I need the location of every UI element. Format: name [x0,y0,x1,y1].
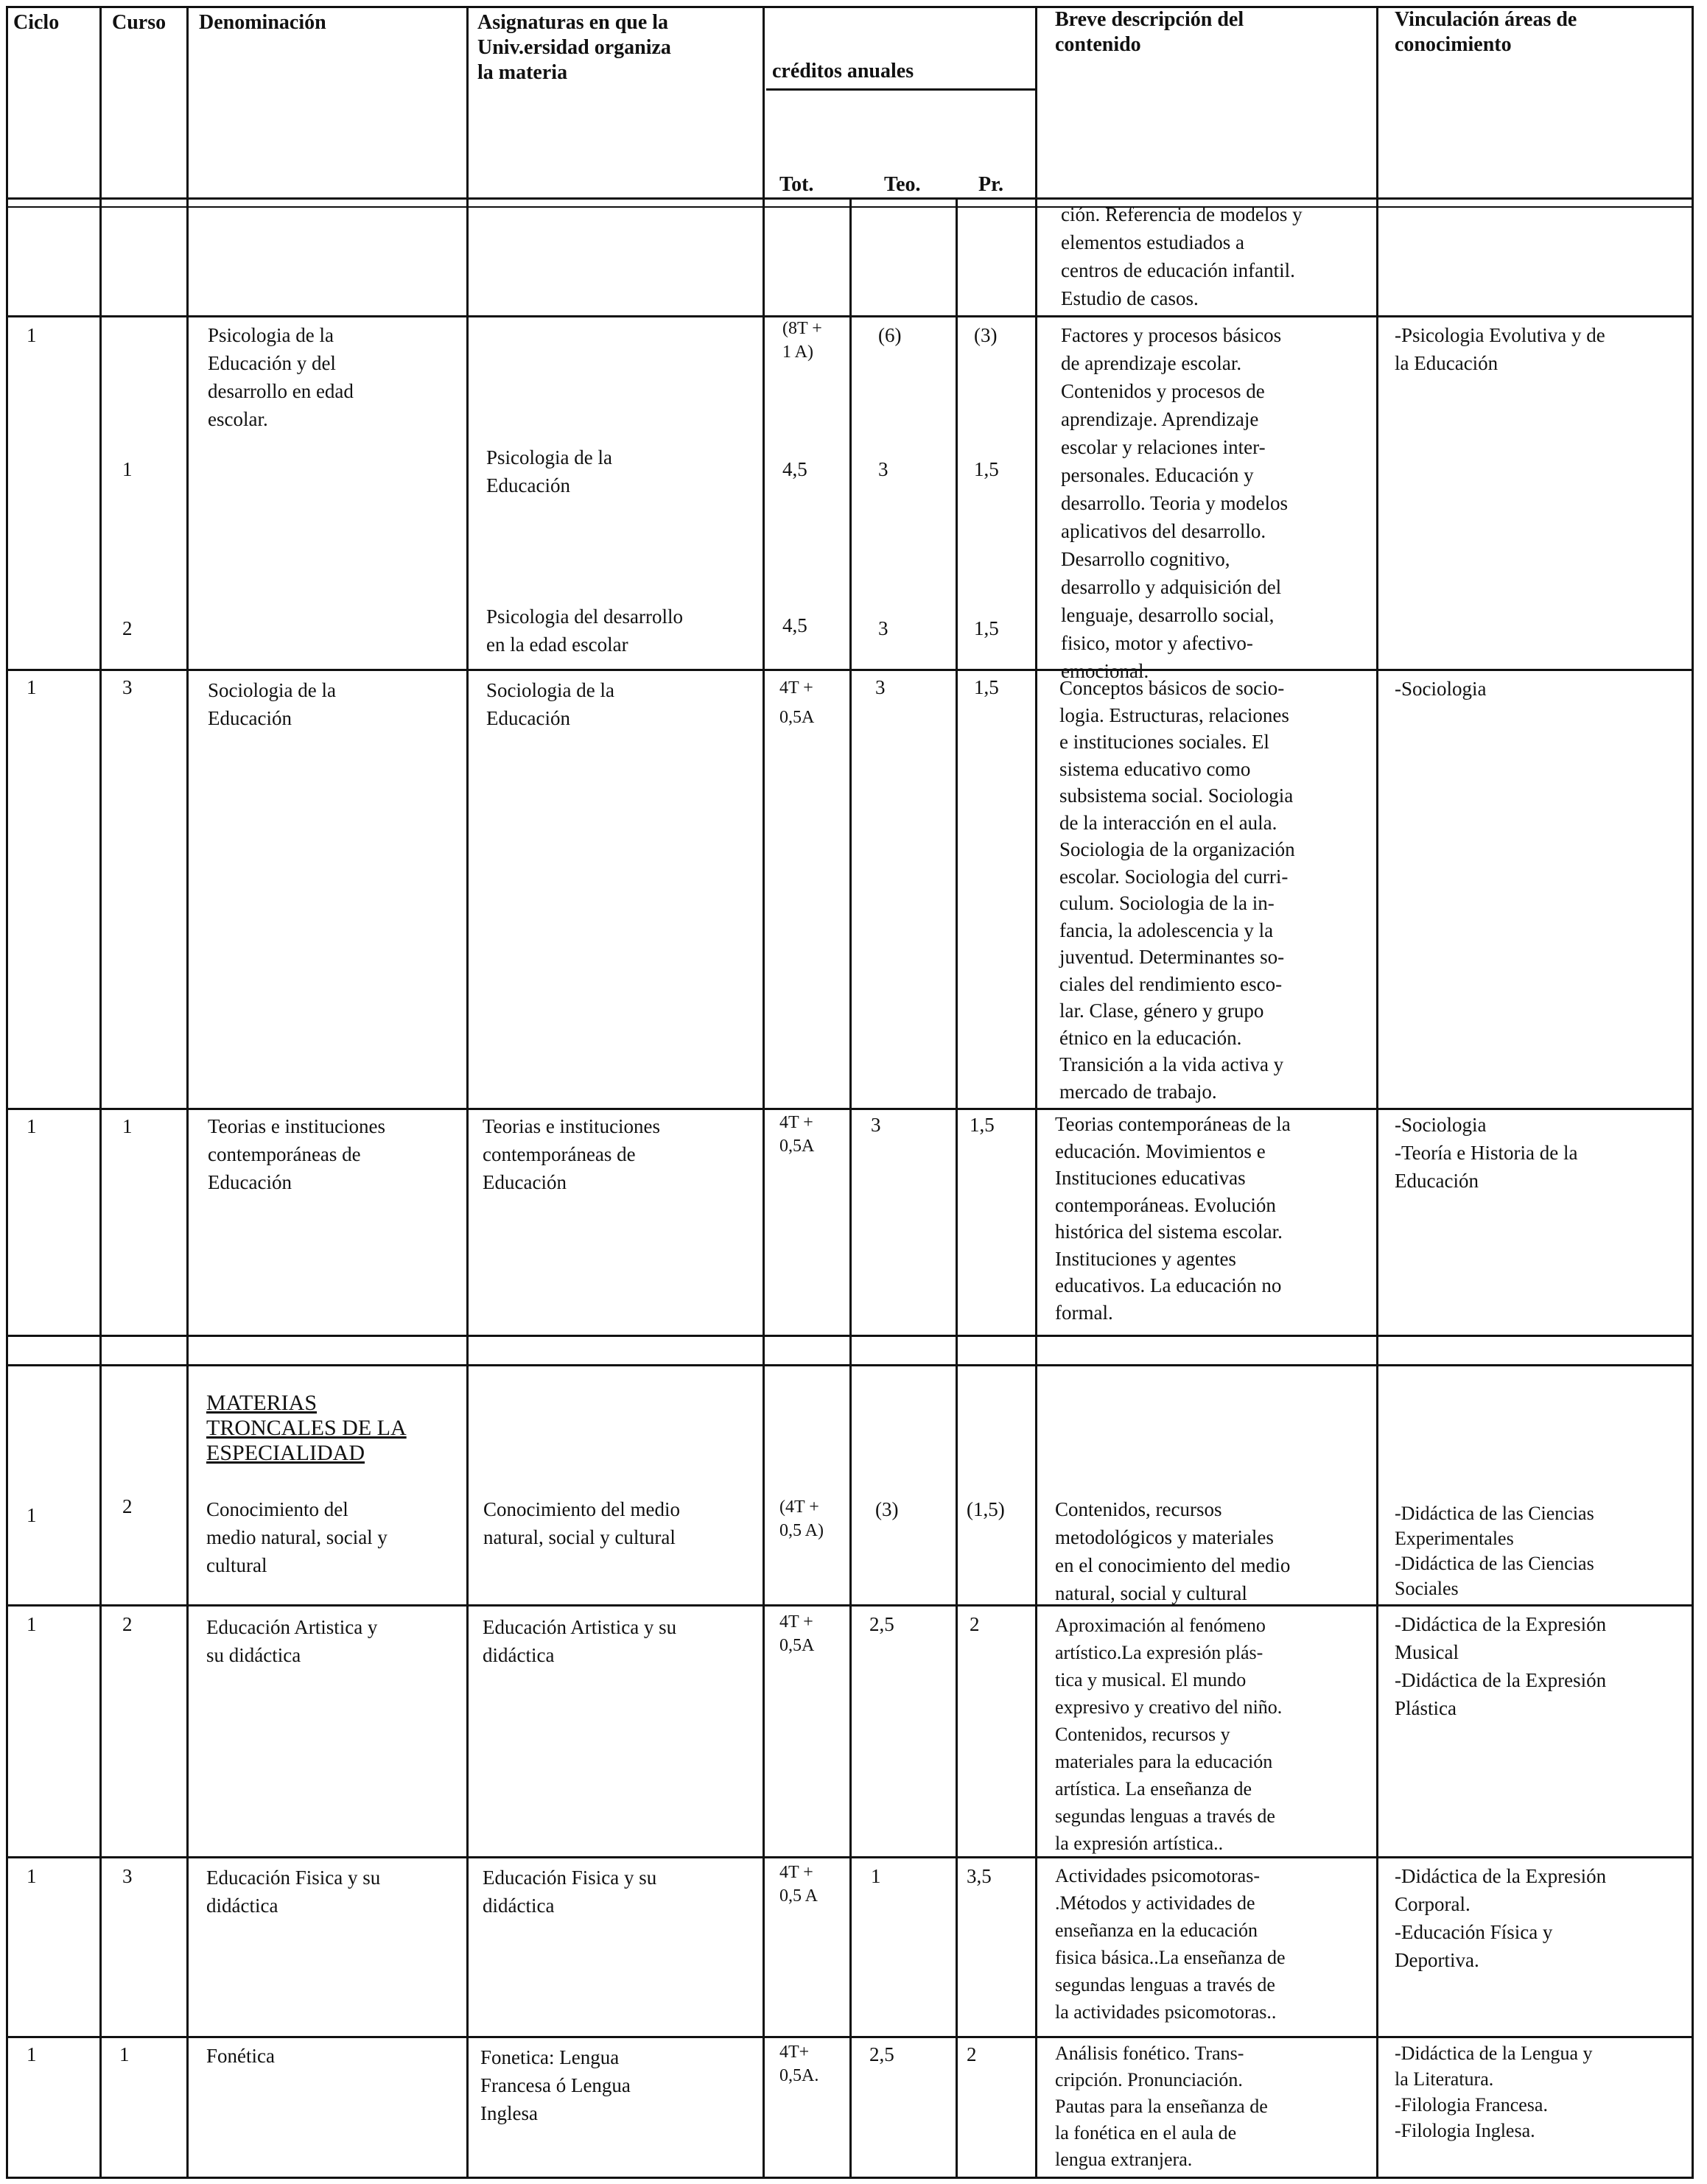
row-tot: (8T + 1 A) [782,319,822,362]
row-vinculacion: -Didáctica de la Expresión Corporal. -Educación Física y Deportiva. [1395,1865,1607,1971]
row-denominacion: Teorias e instituciones contemporáneas de Educación [208,1115,386,1193]
header-teo: Teo. [884,173,921,196]
row-teo: (3) [875,1498,899,1520]
row-line [6,1604,1693,1607]
row-curso: 3 [122,1865,133,1887]
row-teo: 3 [878,458,888,480]
row-line [6,669,1693,671]
row-descripcion: Teorias contemporáneas de la educación. Movimientos e Instituciones educativas contemporáneas. Evolución histórica del sistema escolar. Instituciones y agentes educativos. La educación no formal. [1055,1113,1291,1324]
row-tot: 4T + 0,5 A [779,1863,819,1906]
header-pr: Pr. [978,173,1003,196]
row-descripcion: Contenidos, recursos metodológicos y materiales en el conocimiento del medio natural, social y cultural [1055,1498,1291,1604]
section-title: MATERIAS TRONCALES DE LA ESPECIALIDAD [206,1391,407,1465]
row-line [6,1856,1693,1858]
row-ciclo: 1 [27,324,37,346]
row-asignatura: Psicologia del desarrollo en la edad escolar [486,605,683,656]
row-pr: 2 [967,2043,977,2065]
row-pr: 2 [970,1613,980,1635]
header-asignaturas: Asignaturas en que la Univ.ersidad organiza la materia [477,11,671,84]
row-line [6,1335,1693,1337]
row-asignatura: Psicologia de la Educación [486,446,612,496]
col-line [763,6,765,2179]
creditos-underline [766,88,1035,91]
row-denominacion: Conocimiento del medio natural, social y cultural [206,1498,388,1576]
row-vinculacion: -Didáctica de la Expresión Musical -Didáctica de la Expresión Plástica [1395,1613,1607,1719]
header-denominacion: Denominación [199,11,326,34]
row-asignatura: Fonetica: Lengua Francesa ó Lengua Inglesa [480,2046,631,2124]
row-curso: 2 [122,1613,133,1635]
row-line [6,1364,1693,1366]
col-line [186,6,189,2179]
row-vinculacion: -Psicologia Evolutiva y de la Educación [1395,324,1605,374]
row-curso: 2 [122,1495,133,1517]
row-asignatura: Educación Fisica y su didáctica [483,1867,657,1917]
row-teo: 2,5 [869,1613,894,1635]
row-denominacion: Sociologia de la Educación [208,679,336,729]
row-pr: 1,5 [974,676,999,698]
row-ciclo: 1 [27,1613,37,1635]
row-line [6,1108,1693,1110]
header-descripcion: Breve descripción del contenido [1055,8,1244,56]
row-descripcion: Factores y procesos básicos de aprendizaje escolar. Contenidos y procesos de aprendizaje. Aprendizaje escolar y relaciones inter- personales. Educación y desarrollo. Teoria y modelos aplicativos del desarrollo. Desarrollo cognitivo, desarrollo y adquisición del lenguaje, desarrollo social, fisico, motor y afectivo- emocional. [1061,324,1289,682]
row-denominacion: Educación Artistica y su didáctica [206,1616,378,1666]
row-teo: 3 [878,617,888,639]
row-pr: 1,5 [974,617,999,639]
row-vinculacion: -Sociologia [1395,678,1487,700]
row-tot: 4T + 0,5A [779,1113,815,1156]
col-line [1035,6,1037,2179]
row-teo: 3 [871,1114,881,1136]
row-ciclo: 1 [27,676,37,698]
col-line [466,6,469,2179]
row-descripcion: Actividades psicomotoras- .Métodos y actividades de enseñanza en la educación fisica básica..La enseñanza de segundas lenguas a través de la actividades psicomotoras.. [1055,1865,1286,2023]
row-teo: 2,5 [869,2043,894,2065]
col-line [956,199,958,2179]
row-line [6,2036,1693,2038]
row-pr: 3,5 [967,1865,992,1887]
row-descripcion: ción. Referencia de modelos y elementos estudiados a centros de educación infantil. Estudio de casos. [1061,203,1303,309]
row-vinculacion: -Didáctica de las Ciencias Experimentales -Didáctica de las Ciencias Sociales [1395,1503,1594,1599]
row-tot: 4T + 0,5A [779,1612,815,1655]
header-creditos: créditos anuales [772,60,914,82]
row-pr: 1,5 [974,458,999,480]
row-ciclo: 1 [27,1865,37,1887]
row-line [6,206,1693,208]
row-denominacion: Psicologia de la Educación y del desarrollo en edad escolar. [208,324,354,430]
row-teo: 1 [871,1865,881,1887]
row-vinculacion: -Didáctica de la Lengua y la Literatura. -Filologia Francesa. -Filologia Inglesa. [1395,2043,1593,2141]
row-curso: 1 [122,1115,133,1137]
row-curso: 1 [119,2043,130,2065]
row-vinculacion: -Sociologia -Teoría e Historia de la Educación [1395,1114,1578,1192]
table-border-right [1692,6,1694,2179]
row-tot: (4T + 0,5 A) [779,1497,824,1540]
row-ciclo: 1 [27,2043,37,2065]
header-curso: Curso [112,11,167,34]
row-tot: 4,5 [782,614,807,636]
row-tot: 4T+ 0,5A. [779,2043,819,2085]
row-tot: 4T + 0,5A [779,678,815,727]
row-denominacion: Fonética [206,2045,275,2067]
row-teo: 3 [875,676,886,698]
col-line [99,6,102,2179]
row-ciclo: 1 [27,1115,37,1137]
row-curso: 3 [122,676,133,698]
row-ciclo: 1 [27,1504,37,1526]
row-line [6,315,1693,317]
col-line [1376,6,1378,2179]
row-curso: 2 [122,617,133,639]
header-ciclo: Ciclo [13,11,60,34]
row-asignatura: Educación Artistica y su didáctica [483,1616,677,1666]
header-tot: Tot. [779,173,814,196]
row-asignatura: Conocimiento del medio natural, social y cultural [483,1498,680,1548]
row-tot: 4,5 [782,458,807,480]
row-asignatura: Teorias e instituciones contemporáneas de Educación [483,1115,661,1193]
row-pr: 1,5 [970,1114,995,1136]
row-descripcion: Conceptos básicos de socio- logia. Estructuras, relaciones e instituciones sociales. El sistema educativo como subsistema social. Sociologia de la interacción en el aula. Sociologia de la organización escolar. Sociologia del curri- culum. Sociologia de la in- fancia, la adolescencia y la juventud. Determinantes so- ciales del rendimiento esco- lar. Clase, género y grupo étnico en la educación. Transición a la vida activa y mercado de trabajo. [1059,677,1295,1103]
header-vinculacion: Vinculación áreas de conocimiento [1395,8,1577,56]
row-line [6,197,1693,200]
row-denominacion: Educación Fisica y su didáctica [206,1867,381,1917]
row-teo: (6) [878,324,902,346]
row-pr: (3) [974,324,998,346]
row-descripcion: Aproximación al fenómeno artístico.La expresión plás- tica y musical. El mundo expresivo y creativo del niño. Contenidos, recursos y materiales para la educación artística. La enseñanza de segundas lenguas a través de la expresión artística.. [1055,1615,1283,1854]
table-border-left [6,6,8,2179]
col-line [849,199,852,2179]
row-pr: (1,5) [967,1498,1005,1520]
row-asignatura: Sociologia de la Educación [486,679,614,729]
row-descripcion: Análisis fonético. Trans- cripción. Pronunciación. Pautas para la enseñanza de la fonética en el aula de lengua extranjera. [1055,2043,1268,2170]
row-curso: 1 [122,458,133,480]
